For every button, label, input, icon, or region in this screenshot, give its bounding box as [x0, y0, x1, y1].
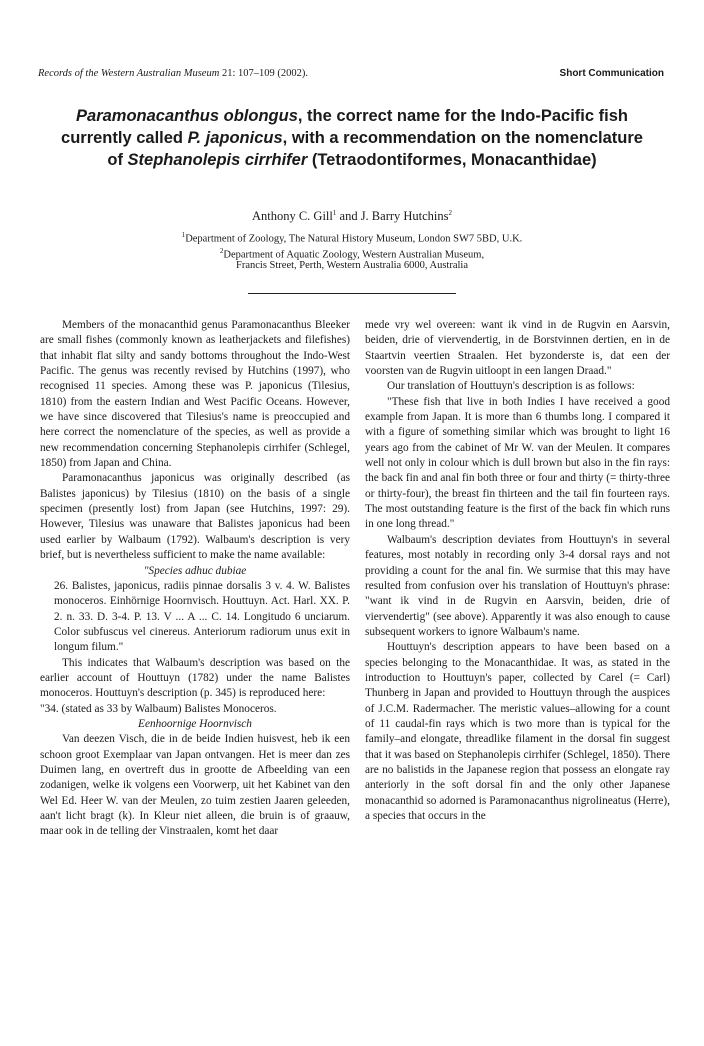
paragraph-translation-intro: Our translation of Houttuyn's description is as follows:	[387, 380, 635, 393]
journal-citation	[38, 68, 308, 79]
author-2-affil-mark: 2	[448, 209, 453, 217]
quote-heading: "34. (stated as 33 by Walbaum) Balistes Monoceros.	[40, 702, 277, 715]
right-column	[365, 318, 670, 824]
paragraph-deviation: Walbaum's description deviates from Houttuyn's in several features, most notably in recording only 3-4 dorsal rays and not providing a count for the anal fin. We surmise that this may have resulted from confusion over his translation of Houttuyn's phrase: "want ik vind in de Rugvin en Aarsvin, beiden, drie of viervendertig" (see above). Apparently it was also enough to cause subsequent workers to ignore Walbaum's name.	[365, 533, 670, 638]
affiliation-2-mark: 2	[219, 247, 224, 255]
affiliation-2-address: Francis Street, Perth, Western Australia 6000, Australia	[236, 260, 468, 271]
authors	[0, 209, 704, 224]
affiliation-2-text: Department of Aquatic Zoology, Western Australian Museum,	[223, 249, 485, 261]
affiliation-1-mark: 1	[181, 231, 186, 239]
title-species-2: P. japonicus	[187, 129, 283, 147]
paragraph-monacanthidae: Houttuyn's description appears to have been based on a species belonging to the Monacanthidae. It was, as stated in the introduction to Houttuyn's paper, collected by Carel (= Carl) Thunberg in Japan and provided to Houttuyn through the auspices of J.C.M. Radermacher. The meristic values–allowing for a count of 11 caudal-fin rays which is two more than is typical for the family–and elongate, threadlike filament in the dorsal fin suggest that it was based on Stephanolepis cirrhifer (Schlegel, 1850). There are no balistids in the Japanese region that possess an elongate ray anteriorly in the soft dorsal fin and the only other Japanese monacanthid so adorned is Paramonacanthus nigrolineatus (Herre), a species that occurs in the	[365, 641, 670, 822]
article-title	[60, 105, 644, 171]
paragraph-intro: Members of the monacanthid genus Paramonacanthus Bleeker are small fishes (commonly known as leatherjackets and filefishes) that inhabit flat silty and sandy bottoms throughout the Indo-West Pacific. The genus was recently revised by Hutchins (1997), who recognised 11 species. Among these was P. japonicus (Tilesius, 1810) from the eastern Indian and West Pacific Oceans. However, we have since discovered that Tilesius's name is preoccupied and here correct the nomenclature of the species, as well as provide a new recommendation concerning Stephanolepis cirrhifer (Schlegel, 1850) from Japan and China.	[40, 319, 350, 470]
running-header	[38, 68, 664, 84]
left-column	[40, 318, 350, 840]
author-1-affil-mark: 1	[332, 209, 337, 217]
quote-subheading: Eenhoornige Hoornvisch	[138, 717, 252, 730]
title-text-2: , with a recommendation on the nomenclature of	[107, 129, 643, 169]
title-text-1: , the correct name for the Indo-Pacific fish currently called	[61, 107, 628, 147]
dutch-quote-continued: mede vry wel overeen: want ik vind in de Rugvin en Aarsvin, beiden, drie of viervendertig, in de Borstvinnen dertien, en in de Staartvin veertien Straalen. Het byzonderste is, dat een der voorsten van de Rugvin uitloopt in een langen Draad."	[365, 319, 670, 378]
divider	[248, 293, 456, 294]
affiliation-1-text: Department of Zoology, The Natural History Museum, London SW7 5BD, U.K.	[185, 233, 523, 245]
author-1: Anthony C. Gill	[251, 209, 333, 224]
section-label: Short Communication	[559, 68, 664, 79]
species-heading: "Species adhuc dubiae	[143, 564, 247, 577]
paragraph-original-description: Paramonacanthus japonicus was originally described (as Balistes japonicus) by Tilesius (1810) on the basis of a single specimen (presently lost) from Japan (see Hutchins, 1997: 29). However, Tilesius was unaware that Balistes japonicus had been used earlier by Walbaum (1792). Walbaum's description is very brief, but is nevertheless sufficient to make the name available:	[40, 472, 350, 562]
author-2: and J. Barry Hutchins	[336, 209, 449, 224]
dutch-quote: Van deezen Visch, die in de beide Indien huisvest, heb ik een schoon groot Exemplaar van Japan ontvangen. Het is meer dan zes Duimen lang, en overtreft dus in grootte de Afbeelding van een zodanigen, welke ik volgens een Voorwerp, uit het Kabinet van den Wel Ed. Heer W. van der Meulen, zo tuim zestien Jaaren geleeden, aan't licht bragt (k). In Kleur niet alleen, die bruin is of graauw, maar ook in de telling der Vinstraalen, komt het daar	[40, 733, 350, 838]
latin-quote: 26. Balistes, japonicus, radiis pinnae dorsalis 3 v. 4. W. Balistes monoceros. Einhörnige Hoornvisch. Houttuyn. Act. Harl. XX. P. 2. n. 33. D. 3-4. P. 13. V ... A ... C. 14. Longitudo 6 unciarum. Color subfuscus vel cinereus. Anteriorum radiorum unus exit in longum filum."	[54, 579, 350, 654]
title-text-3: (Tetraodontiformes, Monacanthidae)	[307, 151, 597, 169]
title-species-3: Stephanolepis cirrhifer	[127, 151, 308, 169]
paragraph-walbaum: This indicates that Walbaum's description was based on the earlier account of Houttuyn (1782) under the name Balistes monoceros. Houttuyn's description (p. 345) is reproduced here:	[40, 656, 350, 700]
translation-quote: "These fish that live in both Indies I have received a good example from Japan. It is more than 6 thumbs long. I compared it with a figure of something similar which was brought to light 16 years ago from the cabinet of Mr W. van der Meulen. It compares well not only in colour which is dull brown but also in the fin rays: the back fin and anal fin both three or four and thirty (= thirty-three or thirty-four), the breast fin thirteen and the tail fin fourteen rays. The most outstanding feature is the first of the back fin which runs in one long thread."	[365, 395, 670, 531]
journal-name: Records of the Western Australian Museum	[38, 68, 220, 79]
title-species: Paramonacanthus oblongus	[76, 107, 298, 125]
citation: 21: 107–109 (2002).	[221, 68, 308, 79]
